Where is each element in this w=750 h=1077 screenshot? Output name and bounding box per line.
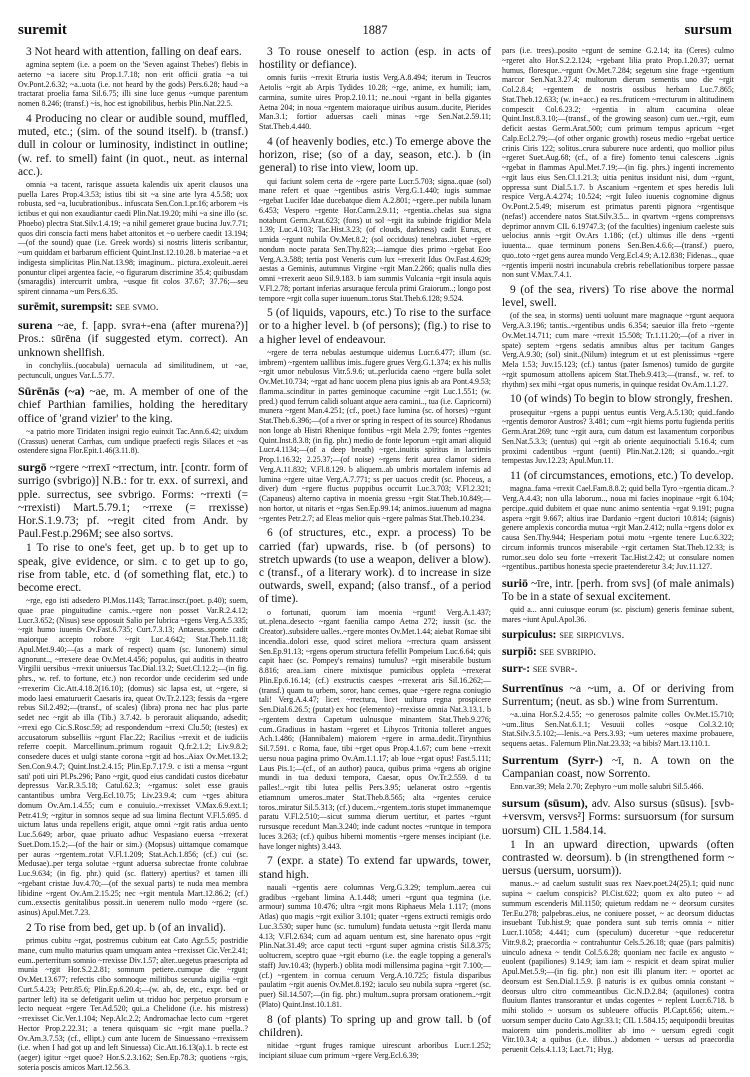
entry-definition: ~ae, f. [app. svra+-ena (after murena?)] Pros.: sūrēna (if suggested etym. correct). An unknown shellfish. — [18, 320, 248, 359]
dictionary-entry — [502, 797, 734, 1055]
citations: pars (i.e. trees)..posito ~rgunt de semine G.2.14; ita (Ceres) culmo ~rgeret alto Hor.S.2.2.124; ~rgebant lilia prato Prop.1.20.37; uernat humus, floresque..~rgunt Ov.Met.7.284; segetum sine frage ~rgentium marcor Sen.Nat.3.27.4; multorum dierum sementis uno die ~rgit Col.2.8.4; ~rgentem de nostris ossibus herbam Luc.7.865; Stat.Theb.12.633; (w. in+acc.) ea res..fruticem ~rrecturum in altitudinem compescit Col.6.23.2; ~rgentia in altum cacumina oleae Quint.Inst.8.3.10;—(transf., of the growing season) cum uer..~rgit, eum deficit aestas Germ.Arat.500; cum primum tempus apricum ~rget Calp.Ecl.2.79;—(of other organic growth) roseus medio ~rgebat uertice crinis Ciris 122; solitus..crura suburere nuce ardenti, quo mollior pilus ~rgeret Suet.Aug.68; (cf., of a fire) fomento tenui calescens ..ignis ~rgebat in flammas Apul.Met.7.19;—(in fig. phrs.) ingenti incremento ~rgit laus eius Sen.Cl.1.21.3; uitia penitus insidunt nisi, dum ~rgunt, oppressa sunt Dial.5.1.7. b Ascanium ~rgentem et spes heredis Iuli respice Verg.A.4.274; 10.524; ~rgit Iuleo iuuenis cognomine dignus Ov.Pont.2.5.49; miserum est primatus parenti pignora ~rgentisque (nefas!) accendere natos Stat.Silv.3.5... in qvartvm ~rgens comprensvs deprimor annvm CIL 6.19747.3; (of the faculties) ingenium caeleste suis uelocius annis ~rgit Ov.Ars 1.186; (cf.) ultimus ille dens ~rgenti iuuenta... quae terminum ponens Sen.Ben.4.6.6;—(transf.) puero, quo..toto ~rget gens aurea mundo Verg.Ecl.4.9; A.12.838; Fidenas.., quae ~rgentis imperii nostri incunabula crebris rebellationibus torpere passae non sunt V.Max.7.4.1. — [502, 46, 734, 280]
entry-header — [502, 797, 734, 838]
citations: manus..~ ad caelum sustulit suas rex Naev.poet.24(25).1; quid nunc supina ~ caelum conspicis? Pl.Cist.622; quom ex alto puteo ~ ad summum escenderis Mil.1150; quietum reddam ne ~ deorsum cursites Ter.Eu.278; palpebras..eius, ne coniuere posset, ~ ac deorsum diductas insuebant Tub.hist.9; quae pondera sunt sub terris omnia ~ nitier Lucr.1.1058; 4.441; cum (speculum) duceretur ~que reduceretur Vitr.9.8.2; praecordia ~ contrahuntur Cels.5.26.18; quae (pars palmitis) uinculo adnexa ~ tendit Col.5.6.28; quoniam nec facile ex angusto ~ euolent (papiliones) 9.14.9; iam iam ~ respicit et deam spirat mulier Apul.Met.5.9;—(in fig. phr.) non esit illi planum iter: ~ oportet ac deorsum est Sen.Dial.1.5.9. β naturis is ex quibus omnia constant ~ deorsus ultro citro commeantibus Cic.N.D.2.84; (aquilones) contra fluuium flantes transorantur et undas cogentes ~ replent Lucr.6.718. b mihi stolido ~ uorsum os subleuere offuciis Pl.Capt.656; uitem..~ uorsum semper ducito Cato Agr.33.1; CIL 1.584.15; aequipondii breuitas maiorem uim ponderis..molliter ab imo ~ uersum egredi cogit Vitr.10.3.4; a quibus (i.e. ilibus..) abdomen ~ uersus ad praecordia peruenit Cels.4.1.13; Lact.71; Hyg. — [502, 879, 734, 1055]
headword: Surrentīnus — [502, 680, 564, 695]
guide-word-right: sursum — [684, 22, 732, 38]
running-head — [18, 22, 732, 42]
citations: (of the sea, in storms) uenti uoluunt mare magnaque ~rgunt aequora Verg.A.3.196; tantis..~rgentibus undis 6.354; saeuior illa freto ~rgente Ov.Met.14.711; cum mare ~rrexit 15.508; Tr.1.11.20;—(of a river in spate) septem ~rgens sedatis amnibus altus per tacitum Ganges Verg.A.9.30; (sol) sinit..(Nilum) integrum et ut est plenissimus ~rgere Mela 1.53; Juv.15.123; (cf.) tantus (pater Ismenos) tumido de gurgite ~rgit spumosum attollens apicem Stat.Theb.9.413;—(transf., w. ref. to rhythm) sex mihi ~rgat opus numeris, in quinque residat Ov.Am.1.1.27. — [502, 311, 734, 389]
dictionary-entry — [18, 385, 248, 456]
sense-definition: 11 (of circumstances, emotions, etc.) To develop. — [510, 470, 734, 483]
entry-definition: ~īre, intr. [perh. from svs] (of male animals) To be in a state of sexual excitement. — [502, 578, 734, 604]
cross-reference-link: see svbripio. — [539, 646, 597, 659]
sense-definition: 5 (of liquids, vapours, etc.) To rise to the surface or to a higher level. b (of persons); (fig.) to rise to a higher level of endeavour. — [259, 307, 491, 346]
headword: sursum (sūsum), — [502, 796, 588, 811]
sense-definition: 1 In an upward direction, upwards (often contrasted w. deorsum). b (in strengthened form ~ uersus (uersum, uorsum)). — [502, 838, 734, 878]
citations: primus cubitu ~rgat, postremus cubitum eat Cato Agr.5.5; postridie mane, cum multo maturius quam umquam antea ~rrexisset Cic.Ver.2.41; eum..perterritum somnio ~rrexisse Div.1.57; alter..uegetus praescripta ad munia ~rgit Hor.S.2.2.81; somnum petiere..cumque die ~rgunt Ov.Met.13.677; refectis cibo somnoque militibus secunda uigilia ~rgit Curt.5.4.23; Petr.85.6; Plin.Ep.6.20.4;—(w. ab, de, etc., expr. bed or partner left) ita se defetigarit uelim ut triduo hoc perpetuo prorsum e lecto nequeat ~rgere Ter.Ad.520; qui..a Chelidone (i.e. his mistress) ~rrexisset Cic.Ver.1.104; Nep.Alc.2.2; Andromachae lecto cum ~rgeret Hector Prop.2.22.31; a tenera quisquam sic ~rgit mane puella..? Ov.Am.3.7.53; (cf., ellipt.) cum ante lucem de Sinuessano ~rrexissem (i.e. when I had got up and left Sinuessa) Cic.Att.16.13(a).1. b recte est (aeger) igitur ~rget quoe? Hor.S.2.3.162; Sen.Ep.78.3; quotiens ~rgis, soteria poscis amicos Mart.12.56.3. — [18, 936, 248, 1072]
page-number: 1887 — [362, 23, 388, 37]
headword: suriō — [502, 576, 529, 591]
cross-reference-entry — [18, 301, 248, 314]
entry-header — [502, 682, 734, 709]
dictionary-entry — [502, 754, 734, 792]
citations: nitidae ~rgunt fruges ramique uirescunt arboribus Lucr.1.252; incipiant siluae cum primum ~rgere Verg.Ecl.6.39; — [259, 1040, 491, 1060]
sense-definition: 8 (of plants) To spring up and grow tall. b (of children). — [259, 1013, 491, 1039]
dictionary-entry — [18, 319, 248, 380]
entry-header — [18, 319, 248, 360]
sense-definition: 3 Not heard with attention, falling on deaf ears. — [26, 46, 242, 58]
sense-definition: 2 To rise from bed, get up. b (of an invalid). — [26, 921, 226, 934]
column-2 — [259, 46, 491, 1077]
citations: Enn.var.39; Mela 2.70; Zephyro ~um molle salubri Sil.5.466. — [510, 782, 704, 792]
entry-header — [18, 385, 248, 426]
headword: surpiō: — [502, 646, 537, 659]
citations: omnia ~a tacent, rarisque assueta kalendis uix aperit clausos una puella Lares Prop.4.3.53; istius tibi sit ~a sine arte lyra 4.5.58; uox robusta, sed ~a, lucubrationibus.. infuscata Sen.Con.1.pr.16; arborem ~is ictibus et qui non exaudiantur caedi Plin.Nat.19.20; mihi ~a sine illo (sc. Phoebo) plectra Stat.Silv.1.4.19; ~a nihil gemeret graue bucina Juv.7.71; quos diri conscia facti mens habet attonitos et ~o uerbere caedit 13.194;—(of the sound) quae (i.e. Greek words) si nostris litteris scribantur, ~um quiddam et barbarum efficient Quint.Inst.12.10.28. b materiae ~a et indigesta simplicitas Plin.Nat.13.98; imaginum.. pictura..exoleuit..aerei ponuntur clipei argentea facie, ~o figurarum discrimine 35.4; quibusdam (smaragdis) intercurrit umbra, ~usque fit colos 37.67; 37.76;—seu spirent cinnama ~um Pers.6.35. — [18, 179, 248, 297]
headword: surēmit, surempsit: — [18, 300, 113, 313]
sense-definition: 9 (of the sea, rivers) To rise above the normal level, swell. — [502, 284, 734, 310]
entry-definition: ~ī, n. A town on the Campanian coast, now Sorrento. — [502, 754, 734, 781]
sense-definition: 4 Producing no clear or audible sound, muffled, muted, etc.; (sim. of the sound itself). b (transf.) dull in colour or luminosity, indistinct in outline; (w. ref. to smell) faint (in quot., neut. as internal acc.). — [18, 112, 248, 178]
cross-reference-entry — [502, 629, 734, 642]
sense-definition: 3 To rouse oneself to action (esp. in acts of hostility or defiance). — [259, 46, 491, 72]
sense-definition: 4 (of heavenly bodies, etc.) To emerge above the horizon, rise; (so of a day, season, etc.). b (in general) to rise into view, loom up. — [259, 135, 491, 175]
sense-definition: 7 (expr. a state) To extend far upwards, tower, stand high. — [259, 855, 491, 881]
dictionary-entry — [502, 577, 734, 625]
headword: Sūrēnās (~a) — [18, 384, 85, 399]
citations: nauali ~rgentis aere columnas Verg.G.3.29; templum..aerea cui gradibus ~rgebant limina A.1.448; umeri ~rgunt qua tegmina (i.e. armour) summa 10.476; ultra ~rgit mons Riphaeus Mela 1.117; (mons Atlas) quo magis ~rgit exilior 3.101; quater ~rgens extructi remigis ordo Luc.3.530; super hunc (sc. tumulum) fundata uetusta ~rgit Ilerda manu 4.13; V.Fl.2.634; cum ad aquam uentum est, sine harenato opus ~rgit Plin.Nat.31.49; arce caput tecti ~rgunt super agmina cristis Sil.8.375; uoltucrem, sceptro quae ~rgit eburno (i.e. the eagle topping a general's staff) Juv.10.43; (hyperb.) oblita modi millensima pagina ~rgit 7.100;—(cf.) ~rgentem in cornua ceruum Verg.A.10.725; fistula disparibus paulatim ~rgit auenis Ov.Met.8.192; iaculo seu nubila supra ~rgeret (sc. puer) Sil.14.507;—(in fig. phr.) multum..supra prorsam orationem..~rgit (Plato) Quint.Inst.10.1.81. — [259, 882, 491, 1009]
entry-header — [502, 577, 734, 604]
citations: ~rge, ego isti adsedero Pl.Mos.1143; Tarrac.inscr.(poet. p.40); suem, quae prae pinguitudine carnis..~rgere non posset Var.R.2.4.12; Lucr.3.652; (Nisus) sese opposuit Salio per lubrica ~rgens Verg.A.5.335; ~rgit humo iuuenis Ov.Fast.6.735; Curt.7.3.13; Antaeus..sponte cadit maiorque accepto robore ~rgit Luc.4.642; Stat.Theb.11.18; Apul.Met.9.40;—(as a mark of respect) quam (sc. Iunonem) simul agnorunt.., ~rrexere deae Ov.Met.4.456; populus, qui auditis in theatro Virgilii uersibus ~rrexit uniuersus Tac.Dial.13.2; Suet.Cl.12.2;—(in fig. phrs., w. ref. to fortune, etc.) non recordor unde ceciderim sed unde ~rrexerim Cic.Att.4.18.2(16.10); (domus) sic lapsa est, ut ~rgere, si modo laesi ematuruerit Caesaris ira, queat Ov.Tr.2.123; fessis da ~rgere rebus Sil.2.492;—(transf., of scales) (libra) prona nec hac plus parte sedet nec ~rgit ab illa (Tib.) 3.7.42. b perorauit aliquando, adsedit; ~rrexi ego Cic.S.Rosc.59; ad respondendum ~rrexi Clu.50; (testes) ex accusatorum subselliis ~rgunt Flac.22; Racilius ~rrexit et de iudiciis referre coepit. Marcellinum..primum rogauit Q.fr.2.1.2; Liv.9.8.2; consedere duces et uulgi stante corona ~rgit ad hos..Aiax Ov.Met.13.2; Sen.Con.9.4.7; Quint.Inst.2.4.15; Plin.Ep.7.17.9. c isti a mensa ~rgunt sati' poti uiri Pl.Ps.296; Pano ~rgit, quod eius candidati custos dicebatur depressus Var.R.3.5.18; Catul.62.3; ~rgamus: solet esse grauis cantantibus umbra Verg.Ecl.10.75; Liv.23.9.4; cum ~rges abitura domum Ov.Am.1.4.55; cum e conuiuio..~rrexisset V.Max.6.9.ext.1; Petr.41.9; ~rgitur in somnos seque ad sua limina flectunt V.Fl.5.695. d uictum latus unda repellens erigit, atque omni ~rgit ratis ardua uento Luc.5.649; arbor, quae priuato adhuc Vespasiano euersa ~rrexerat Suet.Dom.15.2;—(of the hair or sim.) (Mopsus) uittamque comamque per auras ~rgentem..rotat V.Fl.1.209; Stat.Ach.1.856; (cf.) cui (sc. Medusae)..per terga solutae ~rgunt aduersa subrectae fronte colubrae Luc.9.634; (in fig. phr.) quid (sc. flattery) apertius? et tamen illi ~rgebant cristae Juv.4.70;—(of the sexual parts) te nuda mea membra libidine ~rgent Ov.Am.2.15.25; nec ~rgit mentula Mart.12.86.2; (cf.) cum..exsectis genitalibus possit..in uenerem nullo modo ~rgere (sc. asinus) Apul.Met.7.23. — [18, 596, 248, 918]
headword: surgō — [18, 460, 47, 475]
cross-reference-entry — [502, 663, 734, 676]
entry-definition: ~ae, m. A member of one of the chief Parthian families, holding the hereditary office of 'grand vizier' to the king. — [18, 386, 249, 425]
citations: ~a..uina Hor.S.2.4.55; ~o generosos palmite colles Ov.Met.15.710; ~um..litus Sen.Nat.6.1.1; Vesuuii colles ~osque Col.3.2.10; Stat.Silv.3.5.102;—lenis..~a Pers.3.93; ~um ueteres maxime probauere, sequens aetas.. Falernum Plin.Nat.23.33; ~a bibis? Mart.13.110.1. — [502, 709, 734, 749]
citations: omnis furiis ~rrexit Etruria iustis Verg.A.8.494; iterum in Teucros Aetolis ~rgit ab Arpis Tydides 10.28; ~rge, anime, ex humili; iam, carmina, sumite uires Prop.2.10.11; ne..noui ~rgant in bella gigantes Aetna 204; in noua ~rgentem maioraque uiribus ausum..ducite, Pierides Man.3.1; fortior aduersas caeli minas ~rge Sen.Nat.2.59.11; Stat.Theb.4.440. — [259, 73, 491, 132]
citations: o fortunati, quorum iam moenia ~rgunt! Verg.A.1.437; ut..plena..desecto ~rgant faenilia campo Aetna 272; iussit (sc. the Creator)..subsidere ualles..~rgere montes Ov.Met.1.44; aiebat Romae sibi incendia..dolori esse, quod sciret meliora ~rrectura quam arsissent Sen.Ep.91.13; ~rgens operum structura fefellit Pompeium Luc.6.64; quis capit haec (sc. Pompey's remains) tumulus? ~rgit miserabile bustum 8.816; area..iam cinere mixtisque pumicibus oppleta ~rrexerat Plin.Ep.6.16.14; (cf.) exstructis caespes ~rrexerat aris Sil.16.262;—(transf.) quam tu urbem, soror, hanc cernes, quae ~rgere regna coniugio tali! Verg.A.4.47; licet ~rrectura, licet uultura regna prospicere Sen.Dial.6.26.5; (putat) ex hoc (elemento) ~rrexisse omnia Nat.3.13.1. b ~rgentem dextra Capetum uulnusque minantem Stat.Theb.9.276; cum..Gradiuus in hastam ~rgeret et Libycos Tritonia tolleret angues Ach.1.486; (Hannibalem) maiorem ~rgere in arma..dedit..Tirynthius Sil.7.591. c Roma, faue, tibi ~rget opus Prop.4.1.67; cum bene ~rrexit uersu noua pagina primo Ov.Am.1.1.17; ab loue ~rgat opus! Fast.5.111; Laus Pis.1;—(cf., of an author) pauca, quibus prima ~rgens ab origine mundi in tua deduxi tempora, Caesar, opus Ov.Tr.2.559. d tu palles!..~rgit tibi lutea pellis Pers.3.95; uelanerat ostro ~rgentis etiamnum umeros..mater Stat.Theb.8.565; alta ~rgentes ceruice toros..miratur Sil.5.313; (cf.) ducem..~rgentem..toris stupet immanemque paratu V.Fl.2.510;—sicut summa dierum uertitur, et partes ~rgunt rursusque recedunt Man.3.240; inde cadunt noctes ~runtque in tempora luces 3.263; (cf.) quibus hiberni momentis ~rgere menses incipiant (i.e. have longer nights) 3.443. — [259, 607, 491, 851]
citations: ~a patrio more Tiridaten insigni regio euinxit Tac.Ann.6.42; uixdum (Crassus) uenerat Carrhas, cum undique praefecti regis Silaces et ~as ostendere signa Flor.Epit.1.46(3.11.8). — [18, 426, 248, 456]
text-columns — [18, 46, 734, 1077]
entry-definition: adv. Also sursus (sūsus). [svb-+versvm, versvs²] Forms: sursuorsum (for sursum uorsum) CIL 1.584.14. — [502, 798, 734, 837]
citations: qui faciunt solem certa de ~rgere parte Lucr.5.703; signa..quae (sol) mane refert et quae ~rgentibus astris Verg.G.1.440; iugis summae ~rgebat Lucifer Idae ducebatque diem A.2.801; ~rgere..per nubila lunam 6.453; Vespero ~rgente Hor.Carm.2.9.11; ~rgentia..chelas sua signa notabunt Germ.Arat.623; (fons) ut sol ~rgit ita subinde frigidior Mela 1.39; Luc.4.103; Tac.Hist.3.23; (of clouds, darkness) cadit Eurus, et umida ~rgunt nubila Ov.Met.8.2; (sol occiduus) tenebras..iubet ~rgere nondum nocte parata Sen.Thy.823;—iamque dies primo ~rgebat Eoo Verg.A.3.588; tertia post Veneris cum lux ~rrexerit Idus Ov.Fast.4.629; aestas a Geminis, autumnus Virgine ~rgit Man.2.266; qualis nulla dies omni ~rrexerit aeuo Sil.9.183. b iam summis Vulcania ~rgit insula aquis V.Fl.2.78; portant inferias arsuraque fercula primi Graiorum..; longo post tempore ~rgit colla super iuuenum..torus Stat.Theb.6.128; 9.524. — [259, 176, 491, 303]
cross-reference-entry — [502, 646, 734, 659]
entry-definition: ~a ~um, a. Of or deriving from Surrentum; (neut. as sb.) wine from Surrentum. — [502, 682, 734, 708]
cross-reference-link: see svbr-. — [532, 663, 578, 676]
citations: ~rgere de terra nebulas aestumque uidemus Lucr.6.477; illum (sc. imbrem) ~rgentem uallibus imis..fugere grues Verg.G.1.374; ex his nullis ~rgit umor nebulosus Vitr.5.9.6; ut..perlucida caeno ~rgere bulla solet Ov.Met.10.734; ~rgat ad hanc uocem plena pius ignis ab ara Pont.4.9.53; flamma..scinditur in partes geminoque cacumine ~rgit Luc.1.551; (w. pred.) quod ferrum calidi soluant atque aera camini.., tua (i.e. Capricorni) munera ~rgent Man.4.251; (cf., poet.) face lumina (sc. of horses) ~rgunt Stat.Theb.6.396;—(of a river or spring in respect of its source) Rhodanus non longe ab Histri Rhenique fontibus ~rgit Mela 2.79; fontes ~rgentes Quint.Inst.8.3.8; (in fig. phr.) medio de fonte leporum ~rgit amari aliquid Lucr.4.1134;—(of a deep breath) ~rget..inuitis spiritus in lacrimis Prop.1.16.32; 2.25.37;—(of noise) ~rgens ferit aurea clamor sidera Verg.A.11.832; V.Fl.8.129. b aliquem..ab umbris mortalem infernis ad lumina ~rgere uitae Verg.A.7.771; ss per uacuos credit (sc. Phoceus, a diver) dum ~rgere fluctus puppibus occurrit Luc.3.703; V.Fl.2.321; (Capaneus) alterno captiva in moenia gressu ~rgit Stat.Theb.10.849;—non hortor, ut nitaris et ~rgas Sen.Ep.99.14; animos..iuuenum ad magna ~rgentes Petr.2.7; ad Eleas melior quis ~rgere palmas Stat.Theb.10.234. — [259, 347, 491, 523]
citations: in conchyliis..(uocabula) uernacula ad similitudinem, ut ~ae, pectunculi, ungues Var.L.5.77. — [18, 360, 248, 380]
citations: agmina septem (i.e. a poem on the 'Seven against Thebes') flebis in aeterno ~a iacere situ Prop.1.7.18; non erit officii gratia ~a tui Ov.Pont.2.6.32; ~a..uota (i.e. not heard by the gods) Pers.6.28; haud ~a tractarat proelia fama Sil.6.75; illi sine luce genus ~umque parentum nomen 8.246; (transf.) ~is, hoc est ignobilibus, herbis Plin.Nat.22.5. — [18, 60, 248, 109]
dictionary-entry — [18, 461, 248, 1072]
cross-reference-link: see sirpicvlvs. — [559, 628, 625, 641]
headword: surpiculus: — [502, 628, 557, 641]
dictionary-entry — [502, 682, 734, 749]
entry-header — [502, 754, 734, 781]
citations: prosequitur ~rgens a puppi uentus euntis Verg.A.5.130; quid..fando ~rgentis demoror Austros? 3.481; cum ~rgit hiems portu fugienda peritis Germ.Arat.269; tunc ~rgit aura, cum datum est laxamentum corporibus Sen.Nat.5.3.3; (uentus) qui ~rgit ab oriente aequinoctiali 5.16.4; cum proximi cadentibus ~rgunt (uenti) Plin.Nat.2.128; si quando..~rgit tempestas Juv.12.23; Apul.Mun.11. — [502, 407, 734, 466]
column-3 — [502, 46, 734, 1077]
cross-reference-link: see svmo. — [115, 300, 159, 313]
headword: surr-: — [502, 663, 531, 676]
citations: quid a... anni cuiusque eorum (sc. piscium) generis feminae subent, mares ~iunt Apul.Apol.36. — [502, 605, 734, 625]
entry-header — [18, 461, 248, 541]
entry-definition: ~rgere ~rrexī ~rrectum, intr. [contr. form of surrigo (svbrigo)] N.B.: for tr. exx. of surrexi, and pple. surrectus, see svbrigo. Forms: ~rrexti (= ~rrexisti) Mart.5.79.1; ~rrexe (= rrexisse) Hor.S.1.9.73; pf. ~regit cited from Andr. by Paul.Fest.p.296M; see also sortvs. — [18, 462, 248, 541]
column-1 — [18, 46, 248, 1077]
headword: surena — [18, 318, 53, 333]
guide-word-left: suremit — [18, 22, 67, 38]
sense-definition: 1 To rise to one's feet, get up. b to get up to speak, give evidence, or sim. c to get up to go, rise from table, etc. d (of something flat, etc.) to become erect. — [18, 542, 248, 594]
sense-definition: 6 (of structures, etc., expr. a process) To be carried (far) upwards, rise. b (of persons) to stretch upwards (to use a weapon, deliver a blow). c (transf., of a literary work). d to increase in size outwards, swell, expand; (also transf., of a period of time). — [259, 527, 491, 606]
sense-definition: 10 (of winds) To begin to blow strongly, freshen. — [510, 393, 733, 406]
headword: Surrentum (Syrr-) — [502, 752, 603, 767]
citations: magna..fama ~rrexit Cael.Fam.8.8.2; quid bella Tyro ~rgentia dicam..? Verg.A.4.43; non ulla laborum.., noua mi facies inopinaue ~rgit 6.104; percipe..quid dubitem et quae nunc animo sententia ~rgat 9.191; pugna aspera ~rgit 9.667; altius irae Dardanio ~rgent ductori 10.814; (signis) genere amplexis concordia mutua ~rgit Man.2.412; nulla ~rgens dolor ex causa Sen.Thy.944; Hesperiam potui motu ~rgente tenere Luc.6.322; circum informis truncos miserabile ~rgit certamen Stat.Theb.12.33; is rumor..seu dolo seu forte ~rrexerit Tac.Hist.2.42; ut consulare nomen ~rgentibus..partibus honesta specie praetenderetur 3.4; Juv.11.127. — [502, 484, 734, 572]
